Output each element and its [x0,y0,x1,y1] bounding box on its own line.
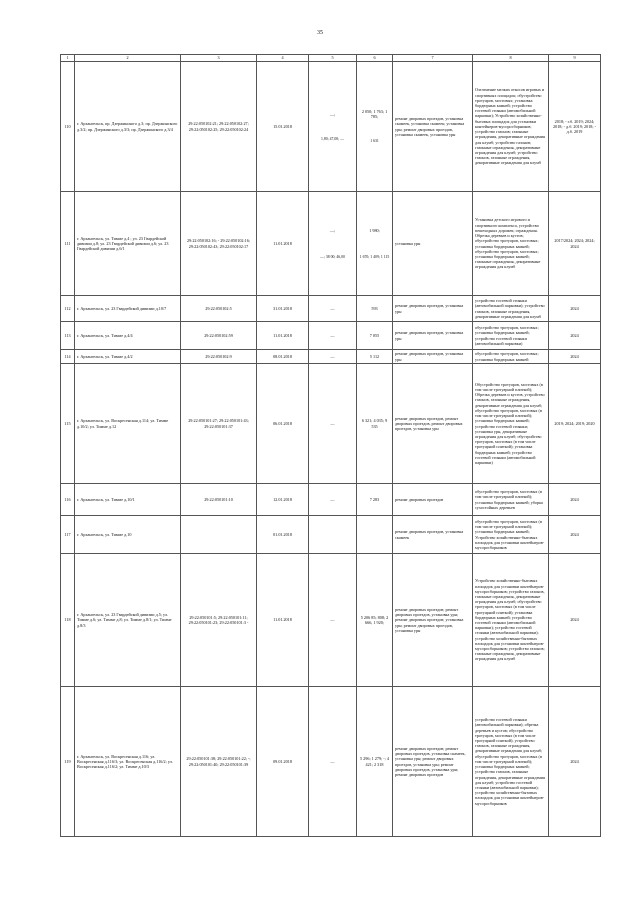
row-improvements: Озеленение мелких откосов игровых и спортивных площадок; обустройство тротуаров, мостовых; установка бордюрных камней; устройство гостевой стоянки (автомобильной парковки); Устройство хозяйственно-бытовых площадок для установки контейнеров-мусоросборников; устройство газонов; газонные ограждения, декоративные ограждения для клумб; устройство газонов; газонные ограждения, декоративные ограждения для клумб; устройство газонов, газонные ограждения, декоративные ограждения для клумб [473,62,549,192]
row-number: 118 [61,554,75,687]
table-row [61,364,601,484]
row-date: 09.01.2018 [257,687,309,837]
row-improvements: Устройство хозяйственно-бытовых площадок для установки контейнеров-мусоросборников; устройство газонов, газонные ограждения, декоративные ограждения для клумб; обустройство тротуаров, мостовых (в том числе тротуарной плиткой); установка бордюрных камней; устройство гостевой стоянки (автомобильной парковки); устройство гостевой стоянки (автомобильной парковки); устройство хозяйственно-бытовых площадок для установки контейнеров-мусоросборников; устройство газонов; газонные ограждения, декоративные ограждения для клумб [473,554,549,687]
col-number: 3 [181,55,257,62]
row-area-before: — [309,364,357,484]
row-cadastral: 29:22:050101:38; 29:22:050101:22; -; 29:22:050101:40; 29:22:050101:39 [181,687,257,837]
row-date: 31.01.2018 [257,296,309,322]
row-address: г. Архангельск, ул. Воскресенская д.116; ул. Воскресенская д.116/3; ул. Воскресенская д.116/2; ул. Воскресенская д.116/2; ул. Тимме д.10/3 [75,687,181,837]
row-improvements: обустройство тротуаров, мостовых (в том числе тротуарной плиткой); установка бордюрных камней; уборка сухостойных деревьев [473,484,549,516]
row-work-type: ремонт дворовых проездов; ремонт дворовых проездов, установка урн; ремонт дворовых проездов; установка урн; ремонт дворовых проездов, установка урн [393,554,473,687]
table-row [61,350,601,364]
table-row [61,554,601,687]
col-number: 9 [549,55,601,62]
row-work-type: ремонт дворовых проездов, установка урн [393,350,473,364]
row-work-type: ремонт дворовых проездов, установка скамеек, установка скамеек; установка урн; ремонт дворовых проездов, установка скамеек, установка урн [393,62,473,192]
table-row [61,322,601,350]
row-cadastral: 29:22:050101:5; 29:22:050101:11; 29:22:050101:23; 29:22:050101:3 - [181,554,257,687]
row-cadastral [181,516,257,554]
row-number: 110 [61,62,75,192]
row-area-before [309,192,357,296]
row-years: 2024 [549,296,601,322]
row-number: 111 [61,192,75,296]
col-number: 5 [309,55,357,62]
col-number: 4 [257,55,309,62]
row-work-type: ремонт дворовых проездов, установка урн [393,322,473,350]
row-extra-5: —; 38 00; 46,00 [320,254,345,259]
row-improvements: устройство гостевой стоянки (автомобильной парковки); обрезка деревьев и кустов; обустройство тротуаров, мостовых (в том числе тротуарной плиткой); устройство газонов, газонные ограждения, декоративные ограждения для клумб; обустройство тротуаров, мостовых (в том числе тротуарной плиткой); установка бордюрных камней; устройство газонов, газонные ограждения, декоративные ограждения для клумб; устройство гостевой стоянки (автомобильной парковки); устройство хозяйственно-бытовых площадок для установки контейнеров-мусоросборников [473,687,549,837]
table-row [61,687,601,837]
row-work-type: ремонт дворовых проездов, ремонт дворовых проездов, ремонт дворовых проездов, установка урн [393,364,473,484]
table-row [61,192,601,296]
row-area-after: 5 112 [357,350,393,364]
table-row [61,296,601,322]
row-area-before: — [309,322,357,350]
improvement-table [60,54,601,837]
row-cadastral: 29:22:050102:9 [181,350,257,364]
row-date: 06.01.2018 [257,364,309,484]
row-date: 11.01.2018 [257,322,309,350]
col-number: 7 [393,55,473,62]
row-work-type: ремонт дворовых проездов; ремонт дворовых проездов, установка скамеек, установка урн; ремонт дворовых проездов, установка урн; ремонт дворовых проездов, установка урн; ремонт дворовых проездов [393,687,473,837]
row-improvements: Установка детского игрового и спортивного комплекса, устройство пешеходных дорожек; ограждения. Обрезка деревьев и кустов; обустройство тротуаров, мостовых; установка бордюрных камней; обустройство тротуаров, мостовых; установка бордюрных камней; газонные ограждения, декоративные ограждения для клумб [473,192,549,296]
row-date: 12.01.2018 [257,484,309,516]
row-date: 11.01.2018 [257,554,309,687]
row-address: г. Архангельск, ул. Тимме д.4/2 [75,350,181,364]
row-years: 2024 [549,554,601,687]
row-area-before [309,516,357,554]
row-number: 116 [61,484,75,516]
col-number: 8 [473,55,549,62]
row-area-after: 5 206 85; 808; 2 666, 1 920; [357,554,393,687]
row-area-before: — [309,350,357,364]
row-address: г. Архангельск, ул. Воскресенская д.114; ул. Тимме д.10/2; ул. Тимме д.12 [75,364,181,484]
row-area-before: — [309,296,357,322]
row-area-after: 7 283 [357,484,393,516]
header-row [61,55,601,62]
table-row [61,516,601,554]
row-area-after-value: 2 050; 1 763; 1 785; [361,109,388,120]
row-number: 112 [61,296,75,322]
row-cadastral: 29:22:050101:10 [181,484,257,516]
row-years: 2019; 2024; 2019; 2020 [549,364,601,484]
row-cadastral: 29:22:050101:27; 29:22:050101:43; 29:22:050101:37 [181,364,257,484]
row-years: 2024 [549,687,601,837]
row-number: 117 [61,516,75,554]
row-address: г. Архангельск, ул. Тимме д.4 ; ул. 23 Гвардейской дивизии д.8; ул. 23 Гвардейской дивизии д.6; ул. 23 Гвардейской дивизии д.6/1 [75,192,181,296]
row-improvements: обустройство тротуаров, мостовых (в том числе тротуарной плиткой); установка бордюрных камней; Устройство хозяйственно-бытовых площадок для установки контейнеров-мусоросборников [473,516,549,554]
col-number: 6 [357,55,393,62]
row-work-type: ремонт дворовых проездов, установка урн [393,296,473,322]
row-cadastral: 29:22:050102:21; 29:22:050102:27; 29:22:050102:25; 29:22:050102:24 [181,62,257,192]
row-address: г. Архангельск, ул. Тимме д.4/4 [75,322,181,350]
row-number: 114 [61,350,75,364]
row-area-before-value: —; [329,227,336,233]
row-number: 113 [61,322,75,350]
row-area-before-value: —; [329,111,336,117]
table-row [61,484,601,516]
row-improvements: обустройство тротуаров, мостовых; установка бордюрных камней; устройство гостевой стоянки (автомобильной парковки) [473,322,549,350]
row-extra-6: 1 631 [370,139,379,144]
row-date: 01.01.2018 [257,516,309,554]
row-area-before: — [309,687,357,837]
row-area-before: — [309,554,357,687]
row-work-type: ремонт дворовых проездов [393,484,473,516]
row-years: 2017/2024; 2024; 2024; 2024 [549,192,601,296]
row-work-type: ремонт дворовых проездов, установка скамеек [393,516,473,554]
row-area-after: 5 296; 1 279; -; 4 421; 2 318 [357,687,393,837]
row-years: 2024 [549,350,601,364]
row-extra-5: 1,80; 47,00; — [321,136,344,141]
row-years: 2024 [549,516,601,554]
row-area-after [357,192,393,296]
row-address: г. Архангельск, ул. Тимме д.10/1 [75,484,181,516]
row-area-after [357,62,393,192]
table-row [61,62,601,192]
row-work-type: установка урн [393,192,473,296]
row-area-after: 7 055 [357,322,393,350]
row-area-before [309,62,357,192]
row-date: 08.01.2018 [257,350,309,364]
row-address: г. Архангельск, ул. 23 Гвардейской дивизии д.5; ул. Тимме д.6; ул. Тимме д.8; ул. Тимме д.8/1; ул. Тимме д.8/3 [75,554,181,687]
row-years: 2024 [549,484,601,516]
row-years: 2018; - г.б. 2019; 2024; 2018; - д.б. 2019; 2018; - д.б. 2019 [549,62,601,192]
col-number: 1 [61,55,75,62]
col-number: 2 [75,55,181,62]
row-area-after: 593 [357,296,393,322]
row-address: г. Архангельск, ул. Тимме д.10 [75,516,181,554]
row-date: 11.01.2018 [257,192,309,296]
row-area-before: — [309,484,357,516]
row-cadastral: 29:22:050102:16; - 29:22:050102:16; 29:22:050102:43; 29:22:050102:17 [181,192,257,296]
row-number: 115 [61,364,75,484]
row-improvements: Обустройство тротуаров, мостовых (в том числе тротуарной плиткой); Обрезка деревьев и кустов, устройство газонов, газонные ограждения, декоративные ограждения для клумб; обустройство тротуаров, мостовых (в том числе тротуарной плиткой); установка бордюрных камней; устройство гостевой стоянки; установка урн, декоративные ограждения для клумб; обустройство тротуаров, мостовых (в том числе тротуарной плиткой); установка бордюрных камней; устройство гостевой стоянки (автомобильной парковки) [473,364,549,484]
row-address: г. Архангельск, пр. Дзержинского д.3; пр. Дзержинского д.3/2; пр. Дзержинского д.3/3; пр. Дзержинского д.3/4 [75,62,181,192]
row-address: г. Архангельск, ул. 23 Гвардейской дивизии д.10/7 [75,296,181,322]
row-date: 15.01.2018 [257,62,309,192]
row-improvements: устройство гостевой стоянки (автомобильной парковки); устройство газонов, газонные ограждения, декоративные ограждения для клумб [473,296,549,322]
row-years: 2024 [549,322,601,350]
row-area-after-value: 1 980; [369,227,380,233]
page-number: 35 [317,30,323,36]
row-improvements: обустройство тротуаров, мостовых; установка бордюрных камней [473,350,549,364]
row-cadastral: 29:22:050102:5 [181,296,257,322]
row-area-after [357,516,393,554]
row-area-after: 6 321; 4 035; 9 535 [357,364,393,484]
row-extra-6: 1 670; 1 409; 1 115 [359,254,390,259]
row-number: 119 [61,687,75,837]
row-cadastral: 29:22:050102:59 [181,322,257,350]
